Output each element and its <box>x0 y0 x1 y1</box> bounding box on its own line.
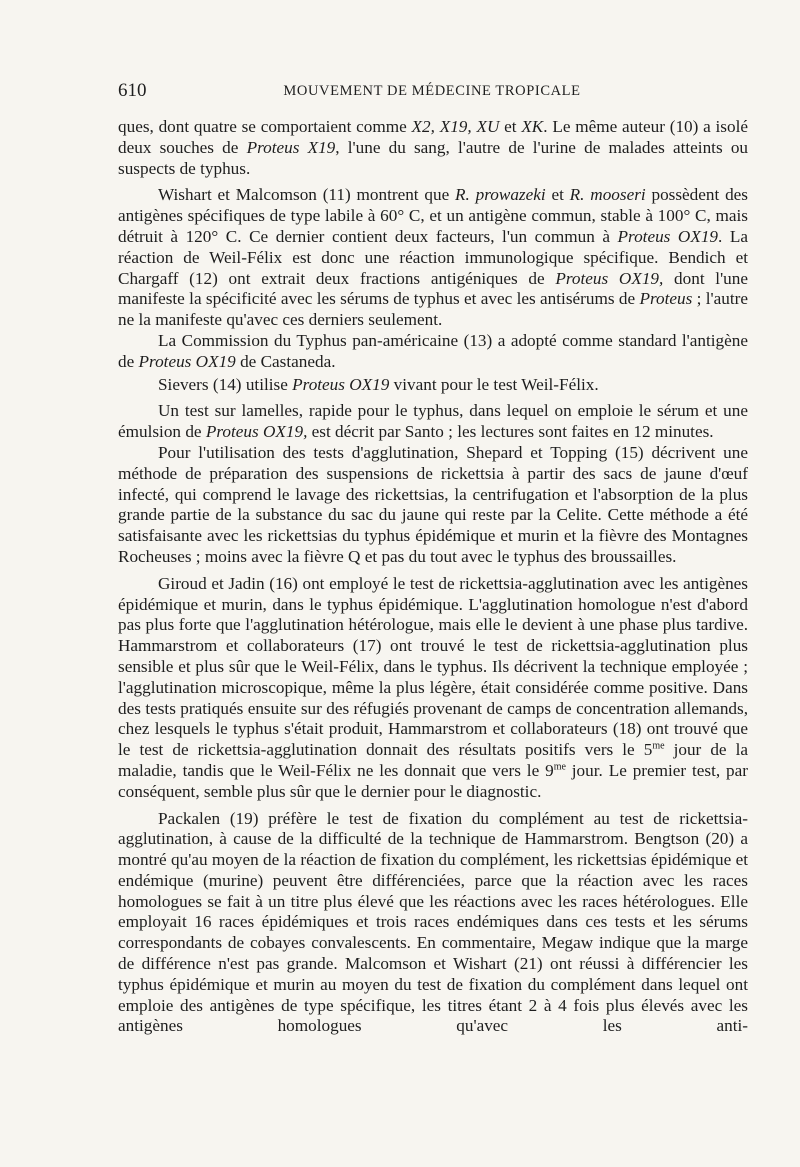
italic-run: R. prowazeki <box>455 185 546 205</box>
paragraph: Packalen (19) préfère le test de fixation du complément au test de rickettsia-agglutination, à cause de la difficulté de la technique de Hammarstrom. Bengtson (20) a montré qu'au moyen de la réaction de fixation du complément, les rickettsias épidémique et endémique (murine) peuvent être différenciées, parce que la réaction avec les races homologues se fait à un titre plus élevé que les réactions avec les races hétérologues. Elle employait 16 races épidémiques et trois races endémiques dans ces tests et les sérums correspondants de cobayes convalescents. En commentaire, Megaw indique que la marge de différence n'est pas grande. Malcomson et Wishart (21) ont réussi à différencier les typhus épidémique et murin au moyen du test de fixation du complément dans lequel ont emploie des antigènes de type spécifique, les titres étant 2 à 4 fois plus élevés avec les antigènes homologues qu'avec les anti- <box>118 808 748 1036</box>
text-run: Wishart et Malcomson (11) montrent que <box>158 185 456 205</box>
italic-run: XK <box>521 117 544 136</box>
page-header <box>118 80 746 104</box>
italic-run: R. mooseri <box>569 185 646 205</box>
text-run: de Castaneda. <box>235 351 336 371</box>
text-run: jour de la maladie, tandis que le Weil-Félix ne les donnait que vers le 9 <box>118 740 748 780</box>
text-run: et <box>499 117 522 136</box>
text-run: vivant pour le test Weil-Félix. <box>389 374 599 394</box>
text-run: . La réaction de Weil-Félix est donc une réaction immunologique spécifique. Bendich et Chargaff (12) ont extrait deux fractions antigéniques de <box>118 226 748 288</box>
italic-run: Proteus OX19, <box>205 422 308 442</box>
text-run: . Le même auteur (10) a isolé deux souches de <box>118 117 748 157</box>
paragraph <box>118 401 748 443</box>
page-number: 610 <box>118 80 147 101</box>
text-run: Giroud et Jadin (16) ont employé le test de rickettsia-agglutination avec les antigènes épidémique et murin, dans le typhus épidémique. L'agglutination homologue n'est d'abord pas plus forte que l'agglutination hétérologue, mais elle le devient à une phase plus tardive. Hammarstrom et collaborateurs (17) ont trouvé le test de rickettsia-agglutination plus sensible et plus sûr que le Weil-Félix, dans le typhus. Ils décrivent la technique employée ; l'agglutination microscopique, même la plus légère, était considérée comme positive. Dans des tests pratiqués ensuite sur des réfugiés provenant de camps de concentration allemands, chez lesquels le typhus s'était produit, Hammarstrom et collaborateurs (18) ont trouvé que le test de rickettsia-agglutination donnait des résultats positifs vers le 5 <box>118 573 748 760</box>
italic-run: Proteus OX19 <box>138 351 236 371</box>
text-run: Sievers (14) utilise <box>158 374 293 394</box>
running-head: MOUVEMENT DE MÉDECINE TROPICALE <box>283 83 581 99</box>
italic-run: Proteus OX19 <box>292 374 390 394</box>
paragraph <box>118 574 748 803</box>
text-run: est décrit par Santo ; les lectures sont faites en 12 minutes. <box>307 422 714 442</box>
paragraph <box>118 117 748 179</box>
text-run: jour. Le premier test, par conséquent, semble plus sûr que le dernier pour le diagnostic. <box>118 760 748 801</box>
text-run: , l'une du sang, l'autre de l'urine de malades atteints ou suspects de typhus. <box>118 137 749 178</box>
text-run: et <box>545 185 570 205</box>
italic-run: Proteus X19 <box>246 137 336 157</box>
text-run: La Commission du Typhus pan-américaine (13) a adopté comme standard l'antigène de <box>118 330 748 371</box>
body-text <box>118 117 748 1037</box>
paragraph: Pour l'utilisation des tests d'agglutination, Shepard et Topping (15) décrivent une méthode de préparation des suspensions de rickettsia à partir des sacs de jaune d'œuf infecté, qui comprend le lavage des rickettsias, la centrifugation et l'absorption de la plus grande partie de la substance du sac du jaune qui reste par la Celite. Cette méthode a été satisfaisante avec les rickettsias du typhus épidémique et murin et la fièvre des Montagnes Rocheuses ; moins avec la fièvre Q et pas du tout avec le typhus des broussailles. <box>118 442 748 566</box>
text-run: ques, dont quatre se comportaient comme <box>118 117 412 136</box>
text-run: possèdent des antigènes spécifiques de type labile à 60° C, et un antigène commun, stable à 100° C, mais détruit à 120° C. Ce dernier contient deux facteurs, l'un commun à <box>118 185 748 246</box>
italic-run: Proteus <box>639 289 693 309</box>
italic-run: Proteus OX19, <box>555 268 664 288</box>
text-run: ; l'autre ne la manifeste qu'avec ces derniers seulement. <box>118 289 749 330</box>
superscript: me <box>553 761 566 773</box>
paragraph <box>118 331 748 373</box>
superscript: me <box>652 740 665 752</box>
text-run: dont l'une manifeste la spécificité avec les sérums de typhus et avec les antisérums de <box>118 268 748 309</box>
paragraph <box>118 375 748 396</box>
text-run: Un test sur lamelles, rapide pour le typhus, dans lequel on emploie le sérum et une émulsion de <box>118 401 748 442</box>
italic-run: X2, X19, XU <box>411 117 500 136</box>
italic-run: Proteus OX19 <box>617 226 719 246</box>
paragraph <box>118 185 748 331</box>
